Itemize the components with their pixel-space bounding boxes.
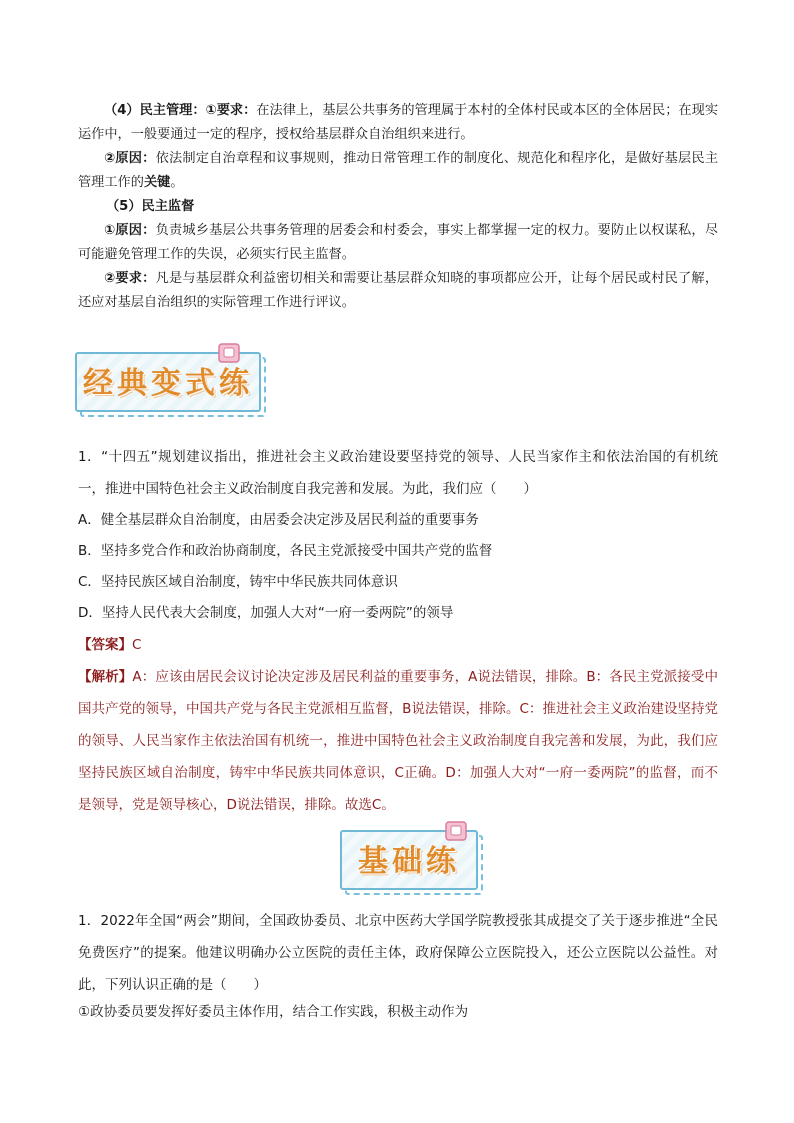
analysis-text: A：应该由居民会议讨论决定涉及居民利益的重要事务，A说法错误，排除。B：各民主党派接受中国共产党的领导，中国共产党与各民主党派相互监督，B说法错误，排除。C：推进社会主义政治建设坚持党的领导、人民当家作主依法治国有机统一，推进中国特色社会主义政治制度自我完善和发展，为此，我们应坚持民族区域自治制度，铸牢中华民族共同体意识，C正确。D：加强人大对“一府一委两院”的监督，而不是领导，党是领导核心，D说法错误，排除。故选C。 bbox=[78, 669, 718, 813]
statement-1: ①政协委员要发挥好委员主体作用，结合工作实践，积极主动作为 bbox=[78, 1004, 469, 1020]
answer-value: C bbox=[132, 637, 142, 653]
analysis-paragraph bbox=[78, 661, 718, 821]
analysis-label: 【解析】 bbox=[78, 669, 133, 685]
label-requirement: （4）民主管理：①要求： bbox=[104, 103, 257, 118]
question-stem-2: 1．2022年全国“两会”期间，全国政协委员、北京中医药大学国学院教授张其成提交了关于逐步推进“全民免费医疗”的提案。他建议明确办公立医院的责任主体，政府保障公立医院投入，还公立医院以公益性。对此，下列认识正确的是（ ） bbox=[78, 913, 718, 993]
paper-clip-icon bbox=[215, 342, 243, 364]
question-stem: 1．“十四五”规划建议指出，推进社会主义政治建设要坚持党的领导、人民当家作主和依法治国的有机统一，推进中国特色社会主义政治制度自我完善和发展。为此，我们应（ ） bbox=[78, 449, 718, 497]
text-supervision-requirement: 凡是与基层群众利益密切相关和需要让基层群众知晓的事项都应公开，让每个居民或村民了解，还应对基层自治组织的实际管理工作进行评议。 bbox=[78, 271, 719, 310]
banner-title: 基础练 bbox=[358, 844, 460, 879]
answer-label: 【答案】 bbox=[78, 637, 132, 653]
paragraph-democratic-management-reason bbox=[78, 147, 718, 195]
text-reason-end: 。 bbox=[170, 175, 184, 190]
label-supervision-reason: ①原因： bbox=[104, 223, 156, 238]
text-reason: 依法制定自治章程和议事规则，推动日常管理工作的制度化、规范化和程序化，是做好基层民主管理工作的 bbox=[78, 151, 719, 190]
label-reason: ②原因： bbox=[104, 151, 156, 166]
label-supervision-requirement: ②要求： bbox=[104, 271, 156, 286]
text-requirement: 在法律上，基层公共事务的管理属于本村的全体村民或本区的全体居民；在现实运作中，一般要通过一定的程序，授权给基层群众自治组织来进行。 bbox=[78, 103, 719, 142]
banner-title: 经典变式练 bbox=[83, 366, 253, 401]
paragraph-supervision-reason bbox=[78, 219, 718, 267]
text-reason-key: 关键 bbox=[143, 175, 171, 190]
answer-line bbox=[78, 629, 718, 661]
paper-clip-icon bbox=[442, 820, 470, 842]
option-c: C．坚持民族区域自治制度，铸牢中华民族共同体意识 bbox=[78, 574, 398, 590]
option-d: D．坚持人民代表大会制度，加强人大对“一府一委两院”的领导 bbox=[78, 605, 454, 621]
paragraph-democratic-management-requirement bbox=[78, 99, 718, 147]
text-supervision-reason: 负责城乡基层公共事务管理的居委会和村委会，事实上都掌握一定的权力。要防止以权谋私，尽可能避免管理工作的失误，必须实行民主监督。 bbox=[78, 223, 719, 262]
option-a: A．健全基层群众自治制度，由居委会决定涉及居民利益的重要事务 bbox=[78, 512, 479, 528]
heading-text: （5）民主监督 bbox=[106, 199, 195, 214]
heading-democratic-supervision bbox=[78, 195, 718, 219]
paragraph-supervision-requirement bbox=[78, 267, 718, 315]
option-b: B．坚持多党合作和政治协商制度，各民主党派接受中国共产党的监督 bbox=[78, 543, 493, 559]
